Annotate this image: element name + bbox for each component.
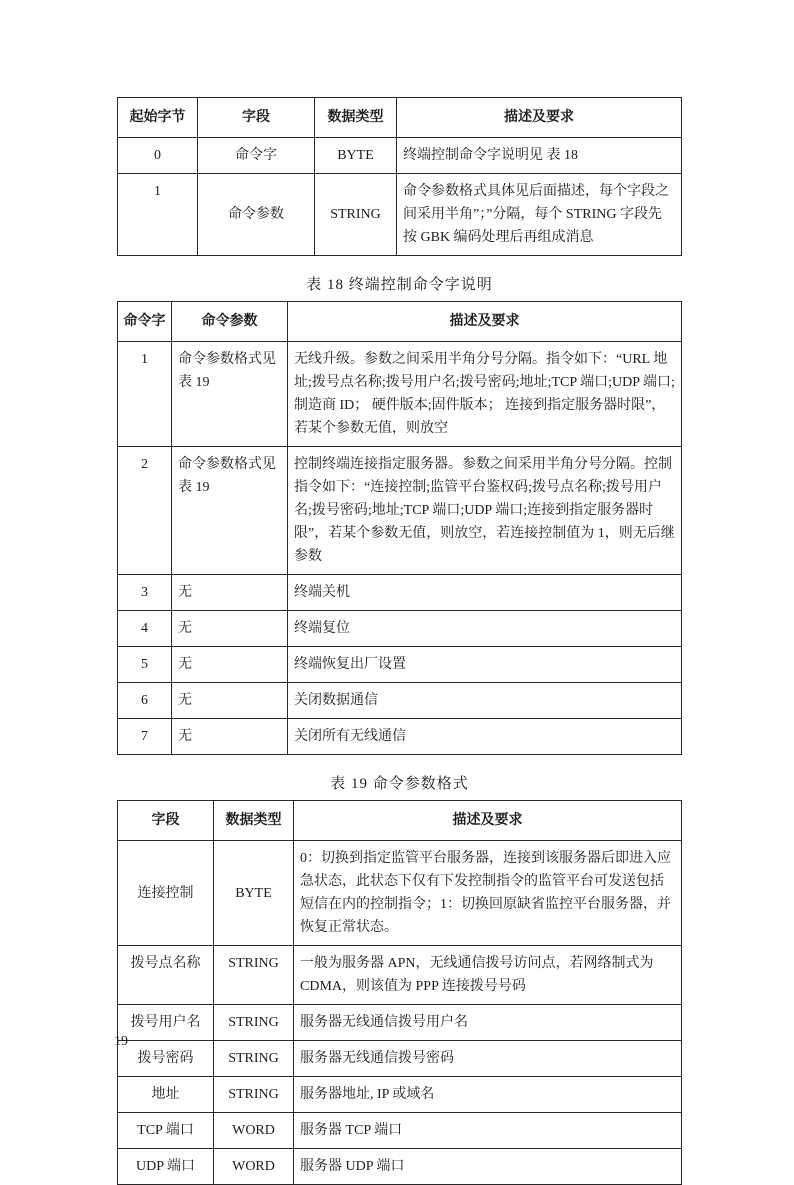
table-cell: WORD: [214, 1113, 294, 1149]
table-header-row: [118, 302, 682, 342]
table-cell: 拨号点名称: [118, 946, 214, 1005]
table-cell: 关闭所有无线通信: [288, 719, 682, 755]
table-cell: STRING: [214, 1041, 294, 1077]
table-cell: 服务器无线通信拨号密码: [294, 1041, 682, 1077]
table-cell: 控制终端连接指定服务器。参数之间采用半角分号分隔。控制指令如下：“连接控制;监管平台鉴权码;拨号点名称;拨号用户名;拨号密码;地址;TCP 端口;UDP 端口;连接到指定服务器时限”，若某个参数无值，则放空，若连接控制值为 1，则无后继参数: [288, 447, 682, 575]
table-row: [118, 946, 682, 1005]
table-cell: STRING: [214, 1077, 294, 1113]
table-cell: 3: [118, 575, 172, 611]
table-cell: 无: [172, 683, 288, 719]
document-page-content: [117, 0, 682, 1185]
table-cell: STRING: [214, 1005, 294, 1041]
table-cell: STRING: [315, 174, 397, 256]
table-cell: STRING: [214, 946, 294, 1005]
column-header: 字段: [198, 98, 315, 138]
command-parameter-format-table: [117, 800, 682, 1185]
table-cell: 无线升级。参数之间采用半角分号分隔。指令如下：“URL 地址;拨号点名称;拨号用户名;拨号密码;地址;TCP 端口;UDP 端口;制造商 ID； 硬件版本;固件版本； 连接到指定服务器时限”，若某个参数无值，则放空: [288, 342, 682, 447]
column-header: 字段: [118, 801, 214, 841]
table-cell: 6: [118, 683, 172, 719]
table-cell: 关闭数据通信: [288, 683, 682, 719]
column-header: 描述及要求: [397, 98, 682, 138]
table-header-row: [118, 98, 682, 138]
table-row: [118, 611, 682, 647]
table-cell: TCP 端口: [118, 1113, 214, 1149]
table-row: [118, 174, 682, 256]
table-cell: 4: [118, 611, 172, 647]
table-cell: 0: [118, 138, 198, 174]
table-cell: 5: [118, 647, 172, 683]
table-cell: 无: [172, 719, 288, 755]
table-cell: 连接控制: [118, 841, 214, 946]
table-cell: BYTE: [214, 841, 294, 946]
table-cell: 无: [172, 575, 288, 611]
page-number: 19: [114, 1034, 128, 1049]
table-cell: 0：切换到指定监管平台服务器，连接到该服务器后即进入应急状态，此状态下仅有下发控制指令的监管平台可发送包括短信在内的控制指令；1：切换回原缺省监控平台服务器，并恢复正常状态。: [294, 841, 682, 946]
table-19-title: 表 19 命令参数格式: [330, 776, 469, 792]
table-row: [118, 719, 682, 755]
table-cell: 终端恢复出厂设置: [288, 647, 682, 683]
table-cell: 命令字: [198, 138, 315, 174]
table-row: [118, 1041, 682, 1077]
column-header: 命令字: [118, 302, 172, 342]
table-cell: 服务器地址, IP 或域名: [294, 1077, 682, 1113]
table-cell: 7: [118, 719, 172, 755]
column-header: 起始字节: [118, 98, 198, 138]
table-row: [118, 138, 682, 174]
table-cell: 终端控制命令字说明见 表 18: [397, 138, 682, 174]
table-cell: 服务器 TCP 端口: [294, 1113, 682, 1149]
table-row: [118, 575, 682, 611]
table-row: [118, 1005, 682, 1041]
table-cell: 命令参数格式见 表 19: [172, 342, 288, 447]
table-cell: 终端关机: [288, 575, 682, 611]
table-18-title: 表 18 终端控制命令字说明: [306, 277, 493, 293]
table-cell: 命令参数: [198, 174, 315, 256]
table-cell: 1: [118, 342, 172, 447]
table-header-row: [118, 801, 682, 841]
table-cell: 2: [118, 447, 172, 575]
table-cell: 拨号用户名: [118, 1005, 214, 1041]
table-cell: 服务器 UDP 端口: [294, 1149, 682, 1185]
table-cell: 服务器无线通信拨号用户名: [294, 1005, 682, 1041]
table-row: [118, 1149, 682, 1185]
table-cell: 拨号密码: [118, 1041, 214, 1077]
table-cell: 无: [172, 611, 288, 647]
table-cell: BYTE: [315, 138, 397, 174]
column-header: 描述及要求: [288, 302, 682, 342]
table-row: [118, 647, 682, 683]
column-header: 命令参数: [172, 302, 288, 342]
column-header: 数据类型: [214, 801, 294, 841]
table-cell: UDP 端口: [118, 1149, 214, 1185]
table-cell: 终端复位: [288, 611, 682, 647]
table-cell: WORD: [214, 1149, 294, 1185]
table-cell: 一般为服务器 APN，无线通信拨号访问点，若网络制式为 CDMA，则该值为 PPP 连接拨号号码: [294, 946, 682, 1005]
table-row: [118, 683, 682, 719]
table-cell: 命令参数格式具体见后面描述，每个字段之间采用半角”；”分隔，每个 STRING 字段先按 GBK 编码处理后再组成消息: [397, 174, 682, 256]
table-row: [118, 841, 682, 946]
column-header: 描述及要求: [294, 801, 682, 841]
table-row: [118, 447, 682, 575]
table-row: [118, 1077, 682, 1113]
column-header: 数据类型: [315, 98, 397, 138]
table-cell: 无: [172, 647, 288, 683]
table-row: [118, 1113, 682, 1149]
table-row: [118, 342, 682, 447]
table-cell: 地址: [118, 1077, 214, 1113]
terminal-control-command-table: [117, 301, 682, 755]
message-fields-table: [117, 97, 682, 256]
table-cell: 命令参数格式见 表 19: [172, 447, 288, 575]
table-cell: 1: [118, 174, 198, 256]
